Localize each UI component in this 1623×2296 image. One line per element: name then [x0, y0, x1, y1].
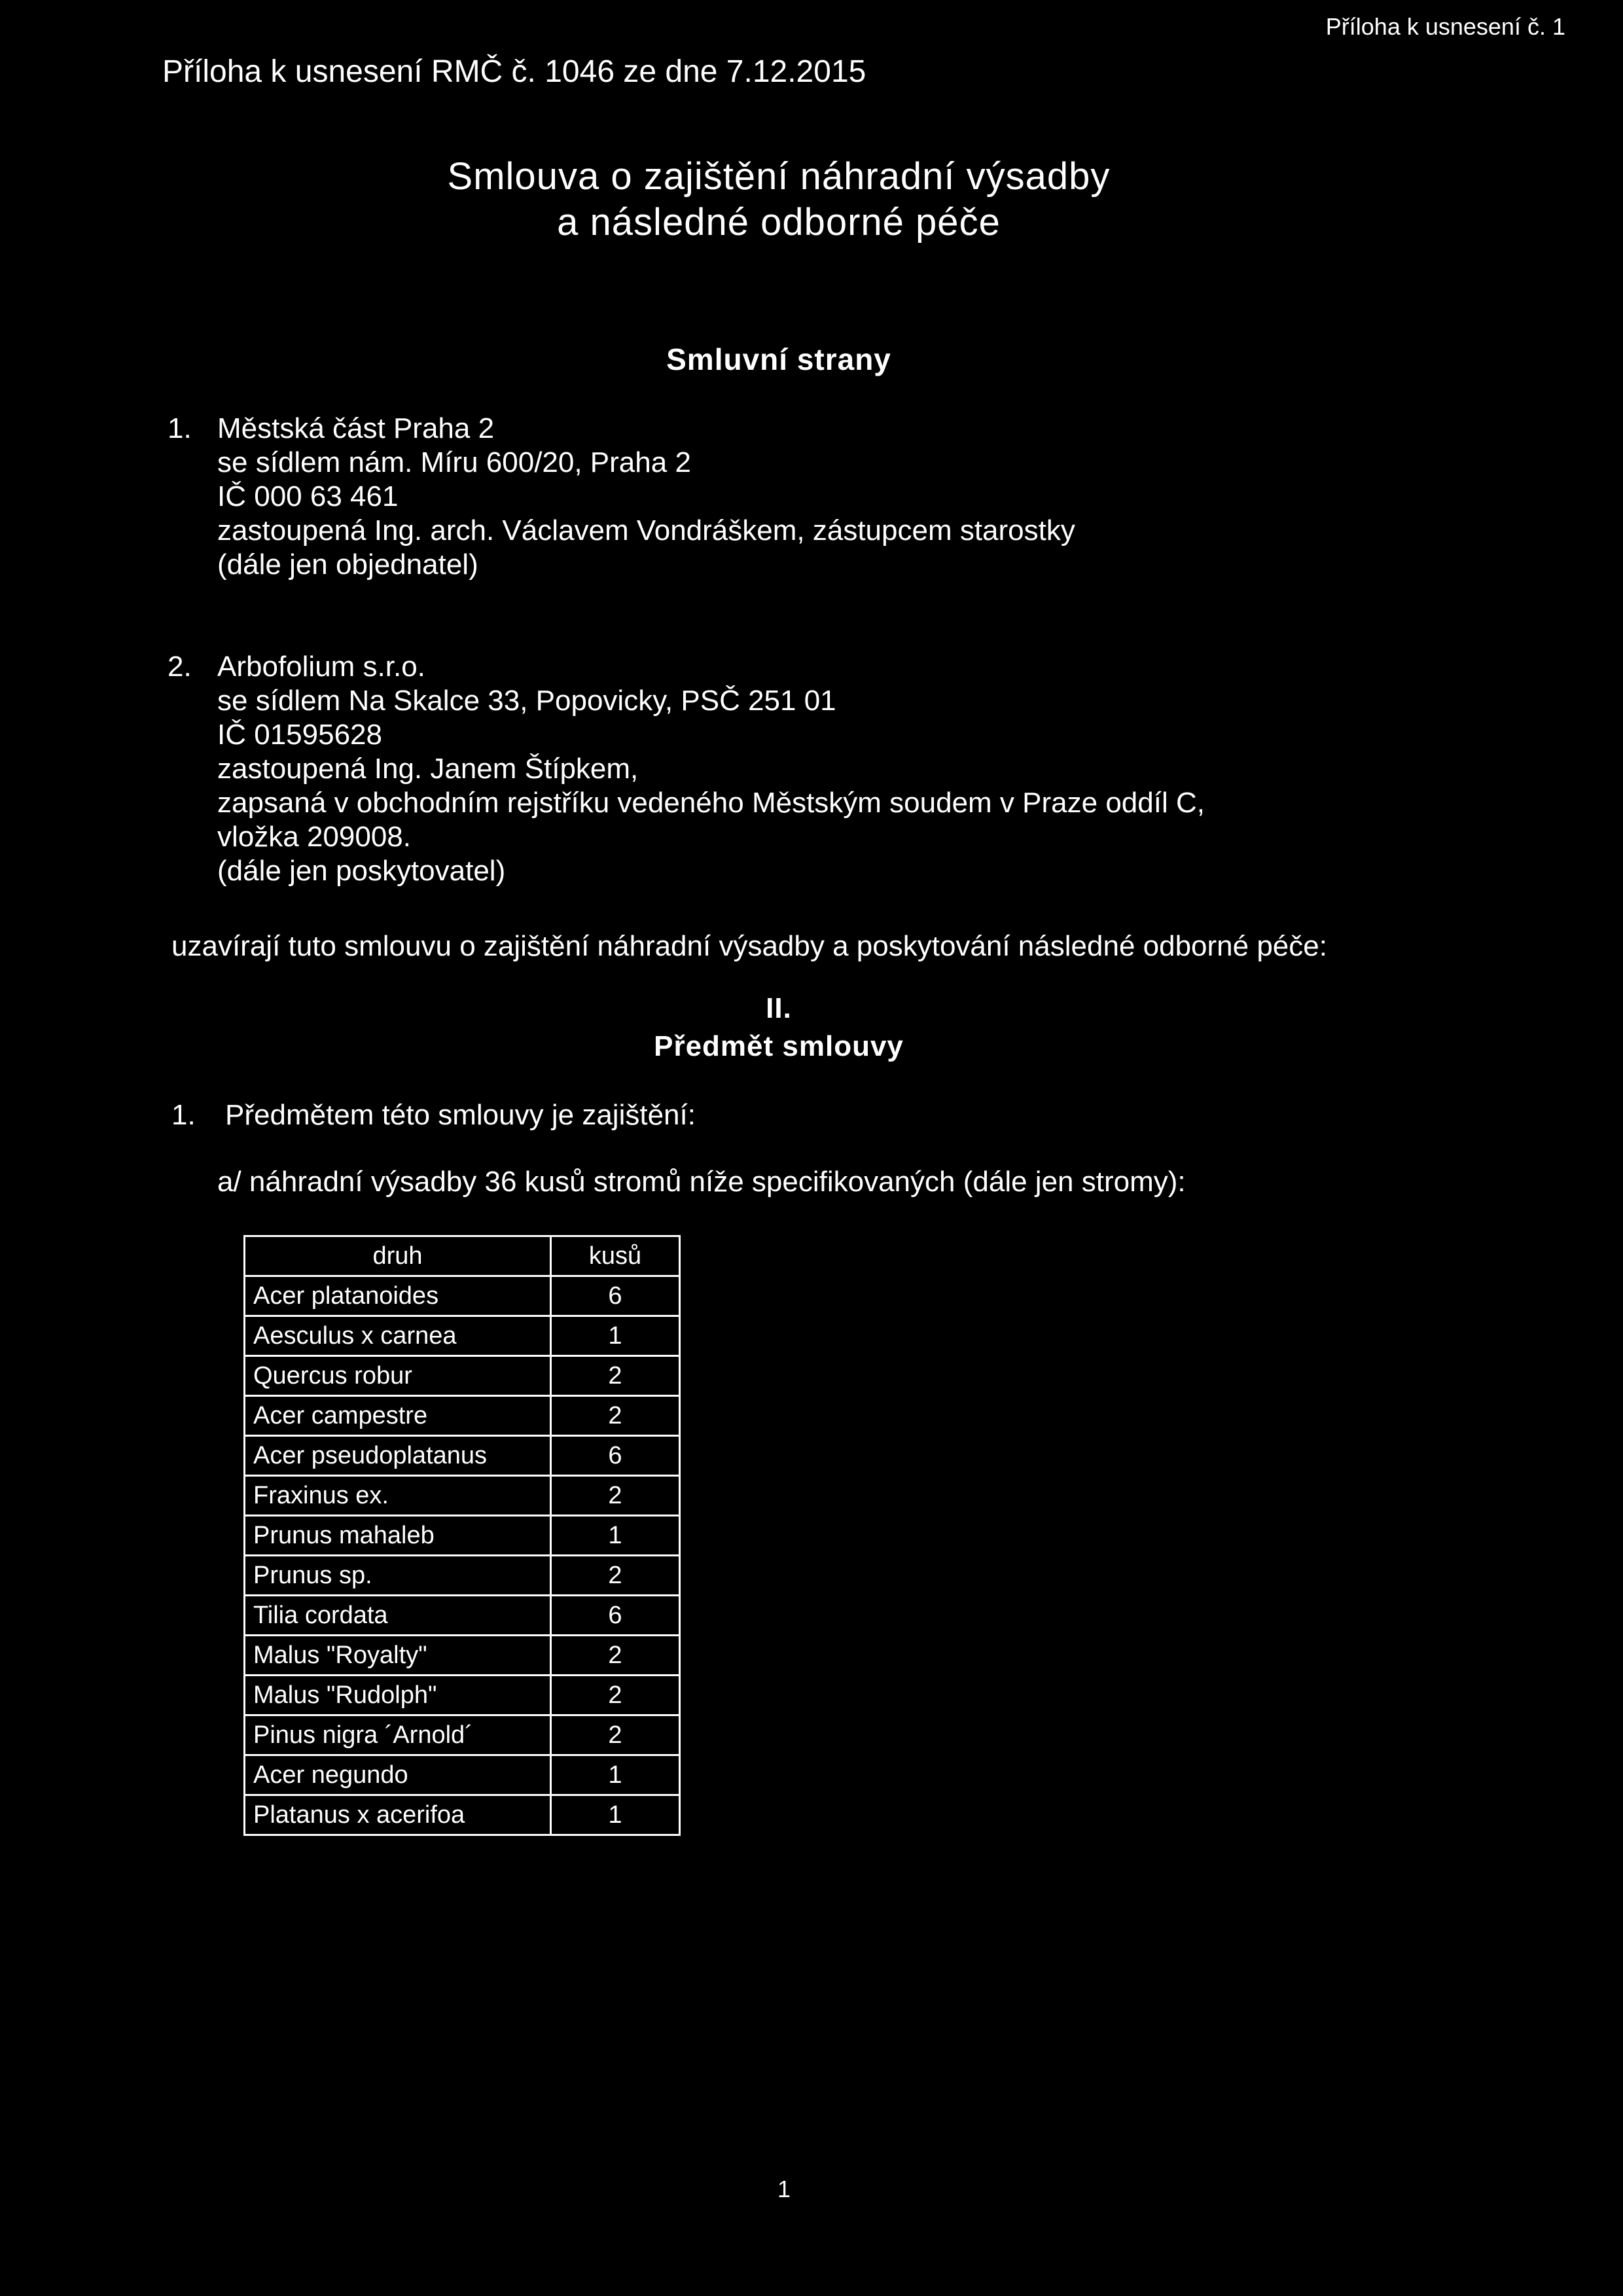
table-row	[245, 1795, 680, 1835]
species-cell: Acer negundo	[245, 1755, 551, 1795]
party-line: se sídlem Na Skalce 33, Popovicky, PSČ 251 01	[217, 685, 836, 717]
section-heading-parties: Smluvní strany	[666, 342, 891, 376]
document-title-line-1: Smlouva o zajištění náhradní výsadby	[447, 155, 1111, 198]
clause-text: Předmětem této smlouvy je zajištění:	[225, 1099, 696, 1131]
intro-paragraph: uzavírají tuto smlouvu o zajištění náhradní výsadby a poskytování následné odborné péče:	[171, 930, 1327, 962]
column-header-count: kusů	[551, 1236, 680, 1276]
table-row	[245, 1516, 680, 1556]
tree-table	[243, 1235, 681, 1836]
clause-1a-text: a/ náhradní výsadby 36 kusů stromů níže specifikovaných (dále jen stromy):	[217, 1166, 1186, 1198]
party-line: (dále jen poskytovatel)	[217, 855, 506, 887]
table-row	[245, 1356, 680, 1396]
table-row	[245, 1436, 680, 1476]
section-heading-subject: Předmět smlouvy	[654, 1030, 904, 1062]
page-number: 1	[777, 2176, 791, 2202]
header-right: Příloha k usnesení č. 1	[1325, 13, 1565, 40]
species-cell: Pinus nigra ´Arnold´	[245, 1715, 551, 1755]
table-row	[245, 1596, 680, 1636]
party-line: Arbofolium s.r.o.	[217, 651, 425, 683]
count-cell: 1	[551, 1316, 680, 1356]
party-line: zapsaná v obchodním rejstříku vedeného Městským soudem v Praze oddíl C,	[217, 787, 1205, 819]
party-line: zastoupená Ing. Janem Štípkem,	[217, 753, 639, 785]
species-cell: Acer pseudoplatanus	[245, 1436, 551, 1476]
species-cell: Prunus mahaleb	[245, 1516, 551, 1556]
count-cell: 2	[551, 1396, 680, 1436]
clause-number: 1.	[171, 1099, 196, 1131]
party-line: IČ 000 63 461	[217, 480, 399, 512]
species-cell: Tilia cordata	[245, 1596, 551, 1636]
count-cell: 1	[551, 1795, 680, 1835]
table-row	[245, 1556, 680, 1596]
header-left: Příloha k usnesení RMČ č. 1046 ze dne 7.12.2015	[162, 54, 866, 89]
party-line: vložka 209008.	[217, 821, 411, 853]
document-title-line-2: a následné odborné péče	[557, 201, 1001, 243]
count-cell: 1	[551, 1516, 680, 1556]
count-cell: 1	[551, 1755, 680, 1795]
table-row	[245, 1396, 680, 1436]
count-cell: 2	[551, 1356, 680, 1396]
party-line: IČ 01595628	[217, 719, 382, 751]
table-row	[245, 1636, 680, 1676]
table-row	[245, 1755, 680, 1795]
species-cell: Acer campestre	[245, 1396, 551, 1436]
party-line: Městská část Praha 2	[217, 412, 495, 444]
count-cell: 6	[551, 1436, 680, 1476]
party-line: zastoupená Ing. arch. Václavem Vondráškem, zástupcem starostky	[217, 514, 1075, 547]
count-cell: 6	[551, 1596, 680, 1636]
table-header-row	[245, 1236, 680, 1276]
count-cell: 2	[551, 1676, 680, 1715]
species-cell: Fraxinus ex.	[245, 1476, 551, 1516]
count-cell: 2	[551, 1715, 680, 1755]
table-row	[245, 1676, 680, 1715]
count-cell: 2	[551, 1476, 680, 1516]
species-cell: Platanus x acerifoa	[245, 1795, 551, 1835]
party-line: (dále jen objednatel)	[217, 548, 478, 581]
party-number: 1.	[168, 412, 192, 444]
section-numeral: II.	[766, 992, 792, 1024]
count-cell: 2	[551, 1556, 680, 1596]
species-cell: Malus "Royalty"	[245, 1636, 551, 1676]
count-cell: 6	[551, 1276, 680, 1316]
species-cell: Quercus robur	[245, 1356, 551, 1396]
species-cell: Acer platanoides	[245, 1276, 551, 1316]
party-number: 2.	[168, 651, 192, 683]
species-cell: Malus "Rudolph"	[245, 1676, 551, 1715]
column-header-species: druh	[245, 1236, 551, 1276]
table-row	[245, 1276, 680, 1316]
table-row	[245, 1715, 680, 1755]
party-line: se sídlem nám. Míru 600/20, Praha 2	[217, 446, 691, 478]
species-cell: Aesculus x carnea	[245, 1316, 551, 1356]
species-cell: Prunus sp.	[245, 1556, 551, 1596]
table-row	[245, 1476, 680, 1516]
table-row	[245, 1316, 680, 1356]
count-cell: 2	[551, 1636, 680, 1676]
